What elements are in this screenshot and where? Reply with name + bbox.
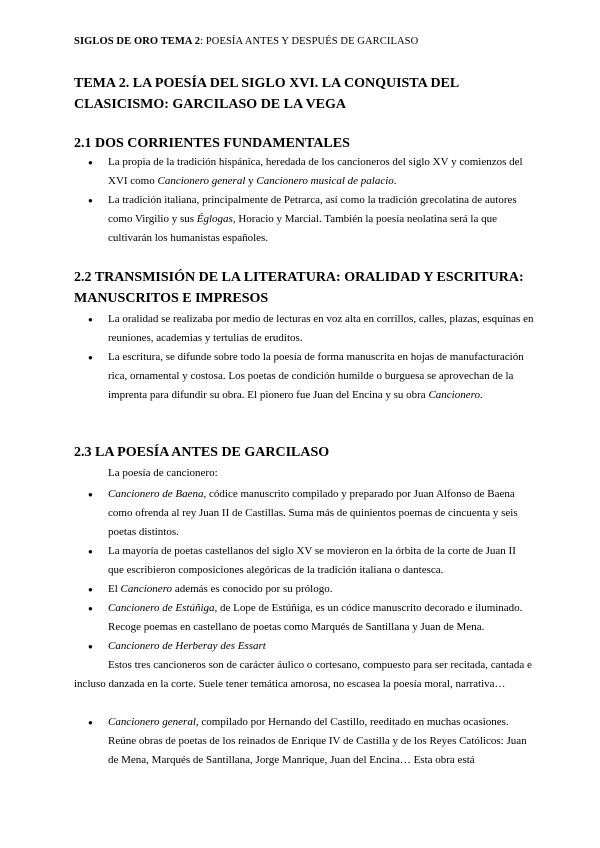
section-2-3-list-continued xyxy=(74,713,534,770)
list-item: ● La escritura, se difunde sobre todo la poesía de forma manuscrita en hojas de manufacturación rica, ornamental y costosa. Los poetas de condición humilde o burguesa se aprovechan de la imprenta para difundir su obra. El pionero fue Juan del Encina y su obra Cancionero. xyxy=(74,348,534,405)
list-item: ● La oralidad se realizaba por medio de lecturas en voz alta en corrillos, calles, plazas, esquinas en reuniones, academias y tertulias de eruditos. xyxy=(74,310,534,348)
list-item: ● La mayoría de poetas castellanos del siglo XV se movieron en la órbita de la corte de Juan II que escribieron composiciones alegóricas de la tradición italiana o dantesca. xyxy=(74,542,534,580)
list-item: ● La tradición italiana, principalmente de Petrarca, así como la tradición grecolatina de autores como Virgilio y sus Églogas, Horacio y Marcial. También la poesía neolatina será la que cultivarán los humanistas españoles. xyxy=(74,191,534,248)
list-item: ● Cancionero de Estúñiga, de Lope de Estúñiga, es un códice manuscrito decorado e iluminado. Recoge poemas en castellano de poetas como Marqués de Santillana y Juan de Mena. xyxy=(74,599,534,637)
list-item: ● Cancionero de Herberay des Essart xyxy=(74,637,534,656)
section-2-1-list xyxy=(74,153,534,248)
section-2-2-list xyxy=(74,310,534,405)
list-item: ● Cancionero general, compilado por Hernando del Castillo, reeditado en muchas ocasiones. Reúne obras de poetas de los reinados de Enrique IV de Castilla y de los Reyes Católicos: Juan de Mena, Marqués de Santillana, Jorge Manrique, Juan del Encina… Esta obra está xyxy=(74,713,534,770)
running-header-course: SIGLOS DE ORO TEMA 2 xyxy=(74,36,201,47)
list-item: ● La propia de la tradición hispánica, heredada de los cancioneros del siglo XV y comienzos del XVI como Cancionero general y Cancionero musical de palacio. xyxy=(74,153,534,191)
section-2-3-intro: La poesía de cancionero: xyxy=(108,467,218,479)
list-item: ● El Cancionero además es conocido por su prólogo. xyxy=(74,580,534,599)
section-heading-2-3: 2.3 LA POESÍA ANTES DE GARCILASO xyxy=(74,445,330,460)
section-2-3-paragraph: Estos tres cancioneros son de carácter áulico o cortesano, compuesto para ser recitada, cantada e incluso danzada en la corte. Suele tener temática amorosa, no escasea la poesía moral, narrativa… xyxy=(74,659,532,690)
page-title: TEMA 2. LA POESÍA DEL SIGLO XVI. LA CONQUISTA DEL CLASICISMO: GARCILASO DE LA VEGA xyxy=(74,76,459,112)
running-header-topic: : POESÍA ANTES Y DESPUÉS DE GARCILASO xyxy=(200,36,419,47)
section-heading-2-2: 2.2 TRANSMISIÓN DE LA LITERATURA: ORALIDAD Y ESCRITURA: MANUSCRITOS E IMPRESOS xyxy=(74,270,524,306)
running-header xyxy=(74,36,418,47)
section-2-3-list xyxy=(74,485,534,656)
list-item: ● Cancionero de Baena, códice manuscrito compilado y preparado por Juan Alfonso de Baena como ofrenda al rey Juan II de Castillas. Suma más de quinientos poemas de cincuenta y seis poetas distintos. xyxy=(74,485,534,542)
section-heading-2-1: 2.1 DOS CORRIENTES FUNDAMENTALES xyxy=(74,136,350,151)
